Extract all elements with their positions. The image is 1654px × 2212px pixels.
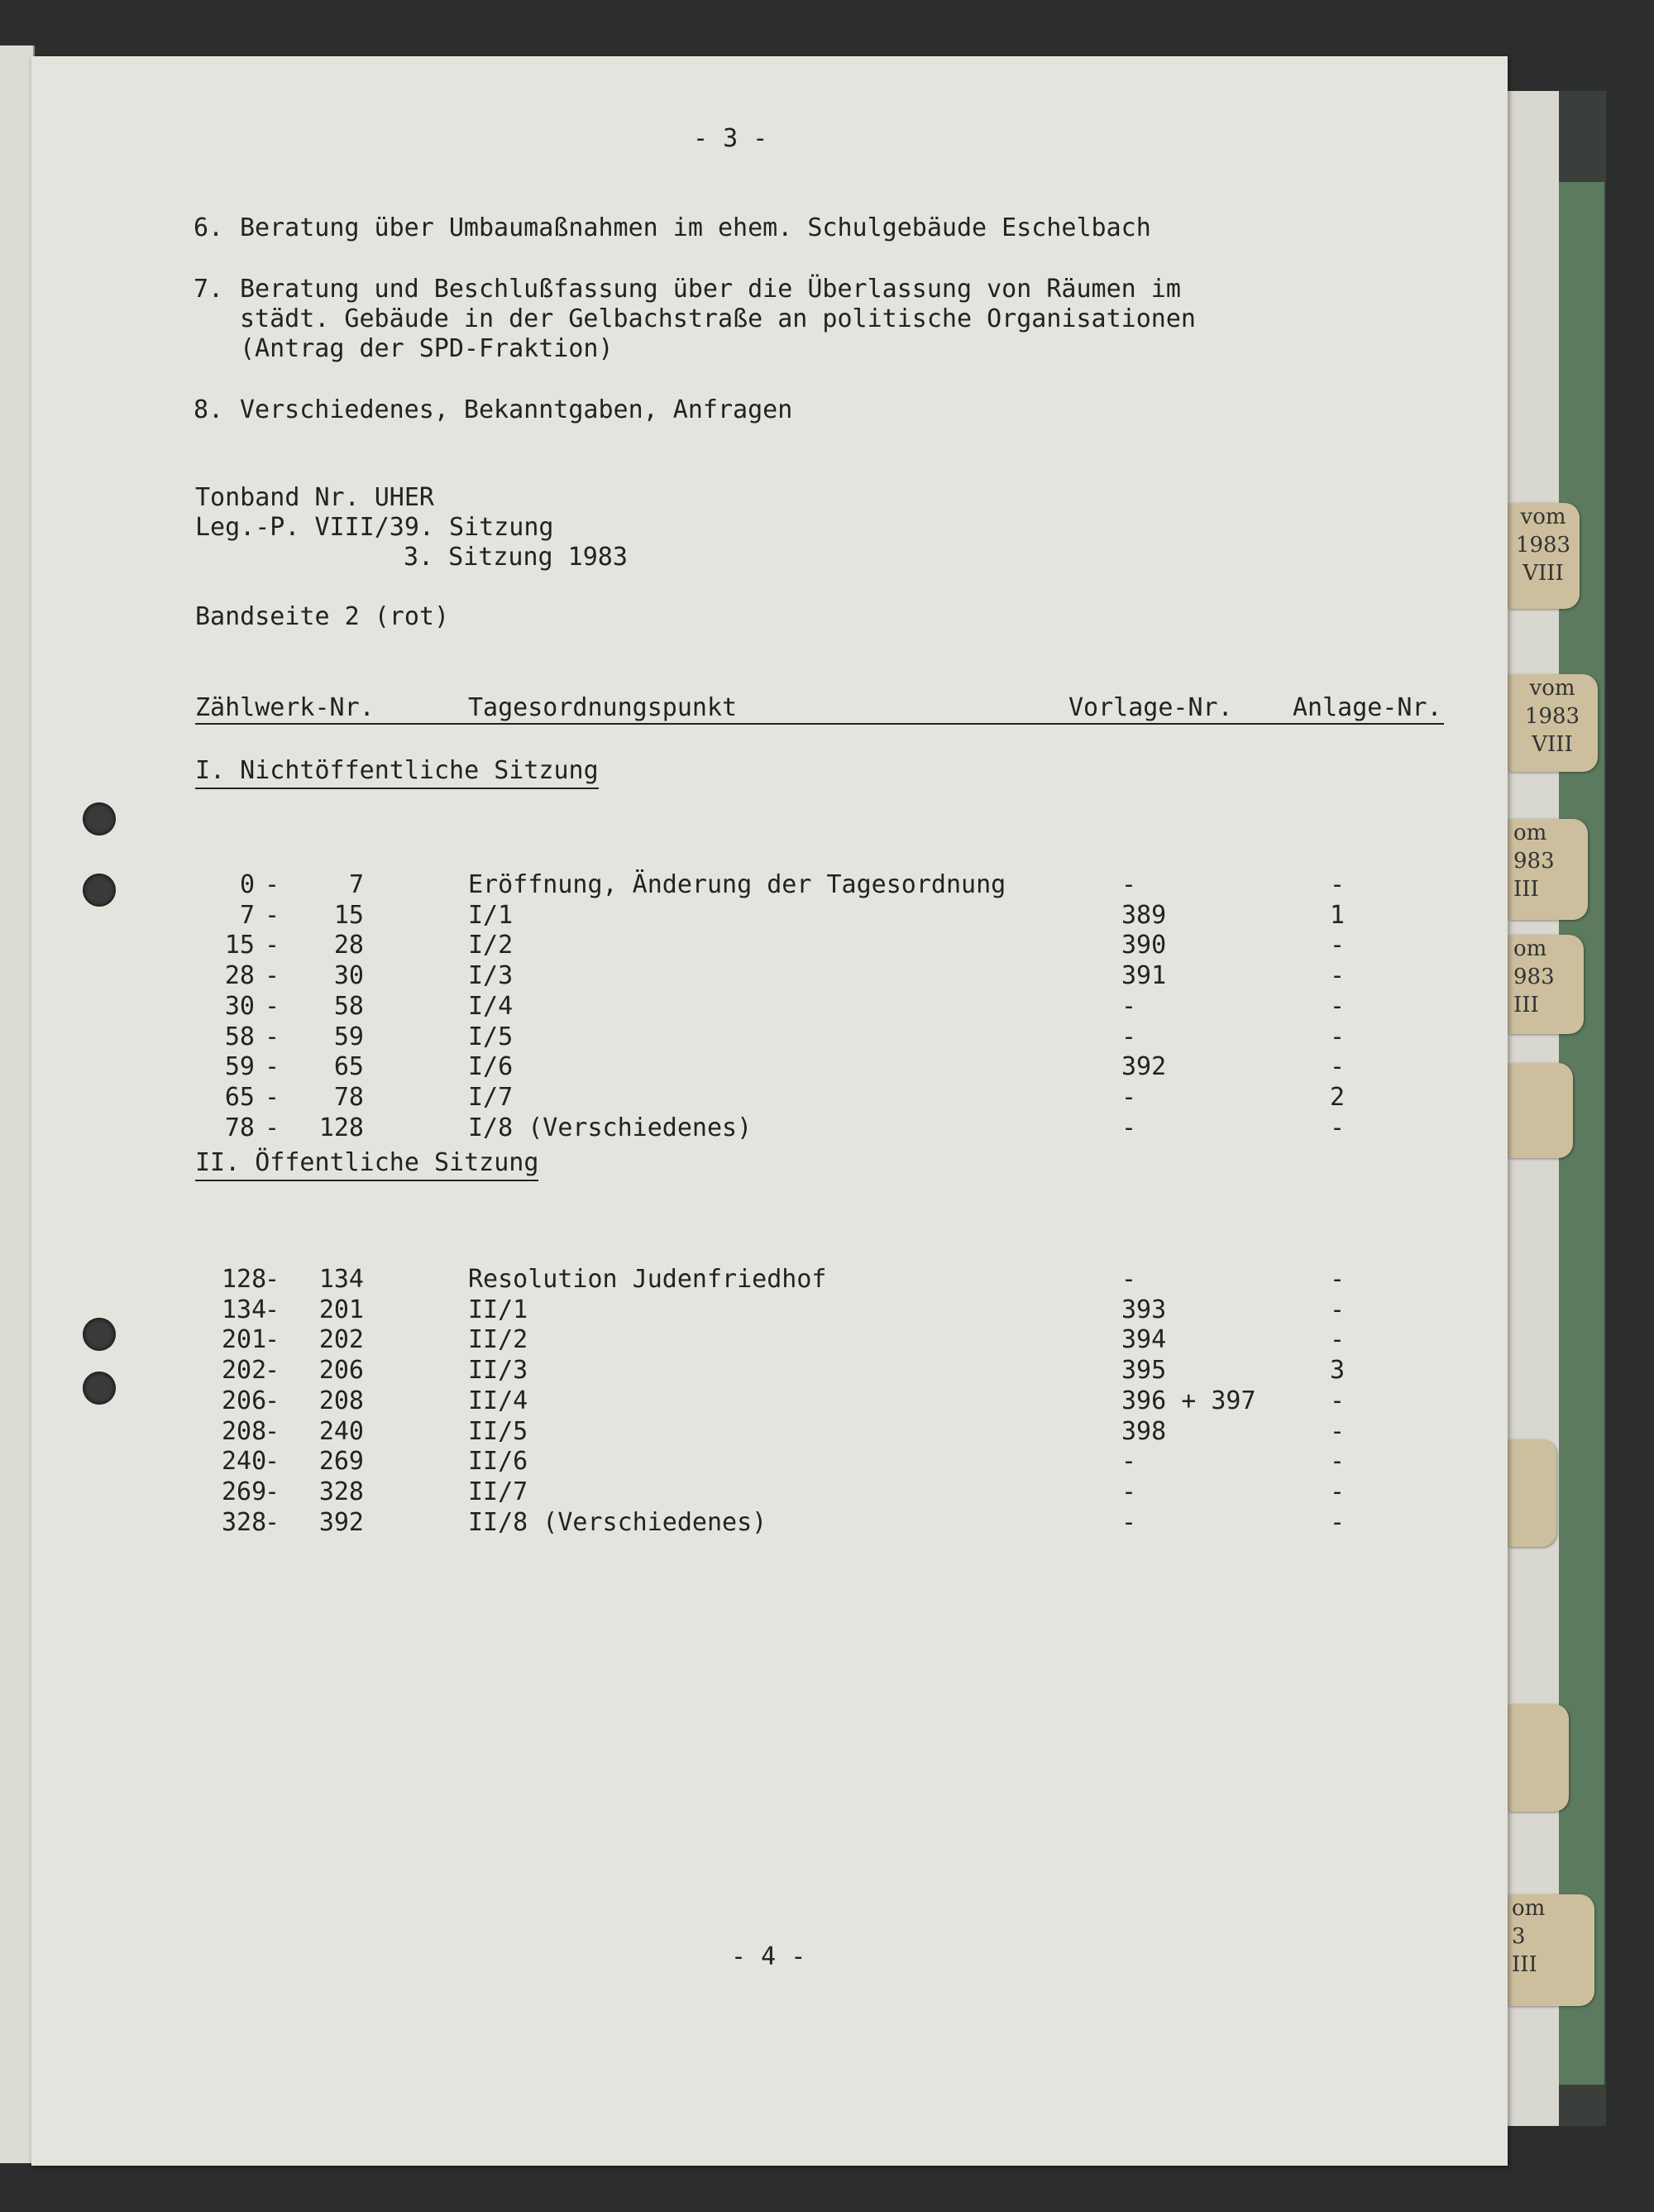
agenda-point: I/4 xyxy=(468,991,514,1021)
anlage-number: - xyxy=(1330,1022,1346,1051)
agenda-point: II/8 (Verschiedenes) xyxy=(468,1507,767,1537)
page-number-bottom: - 4 - xyxy=(731,1942,806,1971)
table-row xyxy=(31,931,1508,960)
agenda-point: II/5 xyxy=(468,1416,528,1446)
table-row xyxy=(31,961,1508,991)
anlage-number: - xyxy=(1330,1052,1346,1082)
counter-from: 206 xyxy=(222,1386,267,1415)
table-row xyxy=(31,1083,1508,1113)
punch-hole xyxy=(83,802,116,835)
counter-dash: - xyxy=(265,1113,280,1142)
tab-text: om xyxy=(1513,936,1547,961)
anlage-number: - xyxy=(1330,991,1346,1021)
counter-to: 15 xyxy=(333,900,364,930)
agenda-point: II/4 xyxy=(468,1386,528,1415)
agenda-point: I/8 (Verschiedenes) xyxy=(468,1113,753,1142)
table-row xyxy=(31,870,1508,900)
counter-dash: - xyxy=(265,1477,280,1506)
counter-from: 208 xyxy=(222,1416,267,1446)
header-agenda-item: Tagesordnungspunkt xyxy=(468,693,738,722)
counter-to: 78 xyxy=(333,1082,364,1112)
counter-from: 269 xyxy=(222,1477,267,1506)
counter-from: 240 xyxy=(222,1447,267,1477)
counter-dash: - xyxy=(265,1356,280,1386)
counter-to: 28 xyxy=(333,931,364,960)
index-tab-blank[interactable] xyxy=(1507,1439,1556,1547)
agenda-point: I/2 xyxy=(468,931,514,960)
document-page xyxy=(31,56,1508,2166)
header-vorlage: Vorlage-Nr. xyxy=(1068,693,1233,722)
index-tab-blank[interactable] xyxy=(1507,1063,1573,1158)
counter-dash: - xyxy=(265,1416,280,1446)
table-row xyxy=(31,1447,1508,1477)
table-row xyxy=(31,1022,1508,1052)
agenda-item-number: 6. xyxy=(194,213,224,242)
counter-to: 134 xyxy=(318,1265,364,1294)
counter-from: 7 xyxy=(239,900,255,930)
counter-from: 78 xyxy=(224,1113,255,1142)
tab-text: 1983 xyxy=(1524,704,1580,729)
anlage-number: - xyxy=(1330,1507,1346,1537)
agenda-point: II/7 xyxy=(468,1477,528,1506)
counter-to: 202 xyxy=(318,1325,364,1355)
anlage-number: 1 xyxy=(1330,900,1346,930)
vorlage-number: - xyxy=(1121,1265,1137,1294)
table-row xyxy=(31,1113,1508,1143)
tab-text: 1983 xyxy=(1515,533,1571,558)
index-tab[interactable] xyxy=(1507,674,1598,772)
anlage-number: - xyxy=(1330,1477,1346,1506)
table-row xyxy=(31,1052,1508,1082)
table-row xyxy=(31,1325,1508,1355)
vorlage-number: 398 xyxy=(1121,1416,1167,1446)
table-row xyxy=(31,1386,1508,1416)
tab-text: 3 xyxy=(1512,1924,1526,1949)
tape-number: Tonband Nr. UHER xyxy=(195,483,434,512)
counter-to: 208 xyxy=(318,1386,364,1415)
counter-to: 206 xyxy=(318,1356,364,1386)
anlage-number: - xyxy=(1330,1447,1346,1477)
counter-dash: - xyxy=(265,870,280,899)
table-row xyxy=(31,1265,1508,1295)
anlage-number: - xyxy=(1330,1386,1346,1415)
counter-from: 15 xyxy=(224,931,255,960)
agenda-point: Resolution Judenfriedhof xyxy=(468,1265,827,1294)
counter-dash: - xyxy=(265,1082,280,1112)
agenda-point: I/7 xyxy=(468,1082,514,1112)
vorlage-number: - xyxy=(1121,1477,1137,1506)
anlage-number: - xyxy=(1330,1416,1346,1446)
vorlage-number: - xyxy=(1121,1447,1137,1477)
agenda-item-text: (Antrag der SPD-Fraktion) xyxy=(240,334,614,363)
agenda-point: II/1 xyxy=(468,1295,528,1324)
vorlage-number: 393 xyxy=(1121,1295,1167,1324)
table-row xyxy=(31,901,1508,931)
index-tab[interactable] xyxy=(1507,503,1580,609)
table-row xyxy=(31,1417,1508,1447)
table-header-rule xyxy=(195,693,1444,725)
vorlage-number: - xyxy=(1121,870,1137,899)
tab-text: 983 xyxy=(1513,965,1555,989)
agenda-item-text: Verschiedenes, Bekanntgaben, Anfragen xyxy=(240,395,793,424)
anlage-number: 3 xyxy=(1330,1356,1346,1386)
counter-dash: - xyxy=(265,1265,280,1294)
counter-to: 30 xyxy=(333,961,364,991)
tab-text: 983 xyxy=(1513,849,1555,874)
header-counter: Zählwerk-Nr. xyxy=(195,693,375,722)
counter-from: 128 xyxy=(222,1265,267,1294)
anlage-number: - xyxy=(1330,1325,1346,1355)
agenda-point: Eröffnung, Änderung der Tagesordnung xyxy=(468,870,1006,899)
anlage-number: - xyxy=(1330,1295,1346,1324)
section-title: II. Öffentliche Sitzung xyxy=(195,1148,538,1181)
counter-to: 59 xyxy=(333,1022,364,1051)
tab-text: VIII xyxy=(1523,561,1564,586)
counter-dash: - xyxy=(265,991,280,1021)
index-tab[interactable] xyxy=(1507,1894,1594,2006)
agenda-item-text: städt. Gebäude in der Gelbachstraße an politische Organisationen xyxy=(240,304,1196,333)
vorlage-number: 390 xyxy=(1121,931,1167,960)
vorlage-number: - xyxy=(1121,991,1137,1021)
tab-text: vom xyxy=(1529,676,1575,701)
tab-text: VIII xyxy=(1532,732,1573,757)
counter-dash: - xyxy=(265,1295,280,1324)
counter-from: 201 xyxy=(222,1325,267,1355)
header-anlage: Anlage-Nr. xyxy=(1293,693,1442,722)
counter-from: 134 xyxy=(222,1295,267,1324)
tab-text: III xyxy=(1512,1952,1537,1977)
left-page-edge xyxy=(0,45,35,2163)
counter-to: 128 xyxy=(318,1113,364,1142)
vorlage-number: 396 + 397 xyxy=(1121,1386,1256,1415)
agenda-point: I/1 xyxy=(468,900,514,930)
page-number-top: - 3 - xyxy=(693,124,768,153)
counter-to: 58 xyxy=(333,991,364,1021)
vorlage-number: 389 xyxy=(1121,900,1167,930)
table-row xyxy=(31,1508,1508,1538)
anlage-number: - xyxy=(1330,931,1346,960)
agenda-item-text: Beratung und Beschlußfassung über die Überlassung von Räumen im xyxy=(240,275,1181,304)
counter-from: 59 xyxy=(224,1052,255,1082)
agenda-point: II/3 xyxy=(468,1356,528,1386)
agenda-point: II/2 xyxy=(468,1325,528,1355)
counter-from: 30 xyxy=(224,991,255,1021)
counter-from: 202 xyxy=(222,1356,267,1386)
vorlage-number: 394 xyxy=(1121,1325,1167,1355)
counter-from: 58 xyxy=(224,1022,255,1051)
counter-from: 65 xyxy=(224,1082,255,1112)
table-row xyxy=(31,1295,1508,1325)
agenda-point: II/6 xyxy=(468,1447,528,1477)
index-tab-blank[interactable] xyxy=(1507,1704,1569,1812)
section-title: I. Nichtöffentliche Sitzung xyxy=(195,756,599,789)
legislative-period: Leg.-P. VIII/39. Sitzung xyxy=(195,513,554,542)
agenda-point: I/5 xyxy=(468,1022,514,1051)
counter-to: 269 xyxy=(318,1447,364,1477)
counter-from: 28 xyxy=(224,961,255,991)
counter-from: 328 xyxy=(222,1507,267,1537)
agenda-item-text: Beratung über Umbaumaßnahmen im ehem. Schulgebäude Eschelbach xyxy=(240,213,1151,242)
counter-dash: - xyxy=(265,931,280,960)
counter-to: 65 xyxy=(333,1052,364,1082)
anlage-number: - xyxy=(1330,870,1346,899)
tab-text: om xyxy=(1512,1896,1546,1921)
table-row xyxy=(31,1477,1508,1507)
agenda-point: I/3 xyxy=(468,961,514,991)
tab-text: III xyxy=(1513,877,1539,902)
vorlage-number: 395 xyxy=(1121,1356,1167,1386)
anlage-number: 2 xyxy=(1330,1082,1346,1112)
counter-dash: - xyxy=(265,1052,280,1082)
anlage-number: - xyxy=(1330,1265,1346,1294)
table-row xyxy=(31,1356,1508,1386)
vorlage-number: 392 xyxy=(1121,1052,1167,1082)
counter-to: 7 xyxy=(348,870,364,899)
tab-text: vom xyxy=(1520,505,1566,529)
index-tab[interactable] xyxy=(1507,819,1588,920)
agenda-item-number: 8. xyxy=(194,395,224,424)
counter-dash: - xyxy=(265,1325,280,1355)
counter-dash: - xyxy=(265,1507,280,1537)
agenda-item-number: 7. xyxy=(194,275,224,304)
counter-to: 240 xyxy=(318,1416,364,1446)
counter-to: 328 xyxy=(318,1477,364,1506)
counter-to: 201 xyxy=(318,1295,364,1324)
counter-dash: - xyxy=(265,900,280,930)
counter-to: 392 xyxy=(318,1507,364,1537)
tab-text: om xyxy=(1513,821,1547,845)
session-number: 3. Sitzung 1983 xyxy=(404,543,628,572)
anlage-number: - xyxy=(1330,1113,1346,1142)
table-row xyxy=(31,992,1508,1022)
tape-side: Bandseite 2 (rot) xyxy=(195,602,450,631)
counter-dash: - xyxy=(265,1447,280,1477)
counter-dash: - xyxy=(265,961,280,991)
vorlage-number: - xyxy=(1121,1507,1137,1537)
counter-dash: - xyxy=(265,1022,280,1051)
index-tab[interactable] xyxy=(1507,935,1584,1034)
vorlage-number: 391 xyxy=(1121,961,1167,991)
vorlage-number: - xyxy=(1121,1022,1137,1051)
counter-dash: - xyxy=(265,1386,280,1415)
agenda-point: I/6 xyxy=(468,1052,514,1082)
anlage-number: - xyxy=(1330,961,1346,991)
counter-from: 0 xyxy=(239,870,255,899)
vorlage-number: - xyxy=(1121,1082,1137,1112)
tab-text: III xyxy=(1513,993,1539,1017)
vorlage-number: - xyxy=(1121,1113,1137,1142)
